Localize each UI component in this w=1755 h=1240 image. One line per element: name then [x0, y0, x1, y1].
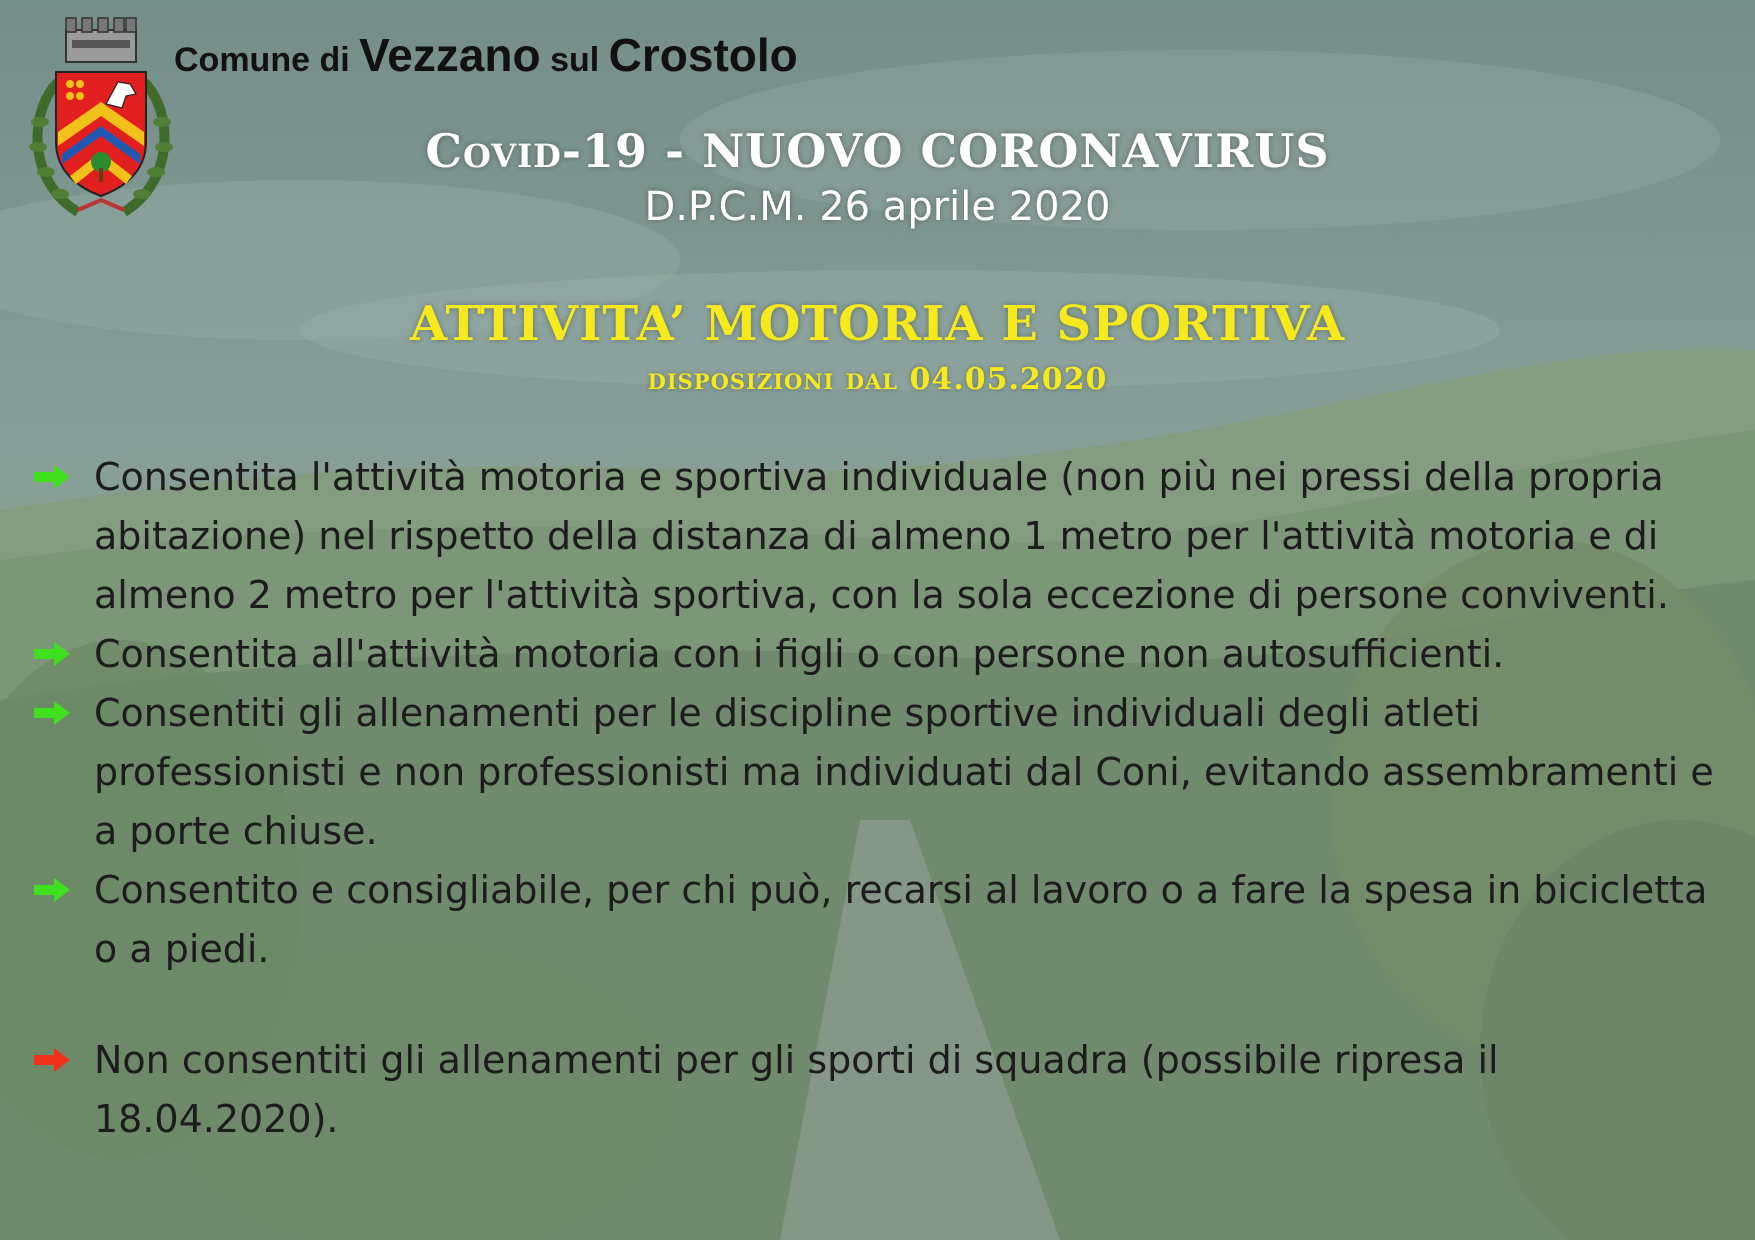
page-title: Covid-19 - NUOVO CORONAVIRUS: [425, 124, 1330, 178]
comune-name-first: Vezzano: [359, 29, 541, 81]
municipality-name: [174, 28, 798, 82]
list-item: [32, 861, 1722, 979]
list-item: [32, 625, 1722, 684]
arrow-right-green-icon: [32, 875, 72, 905]
comune-name-second: Crostolo: [608, 29, 798, 81]
arrow-right-red-icon: [32, 1045, 72, 1075]
list-item-text: Consentiti gli allenamenti per le discipline sportive individuali degli atleti professionisti e non professionisti ma individuati dal Coni, evitando assembramenti e a porte chiuse.: [94, 691, 1714, 853]
list-item-text: Consentito e consigliabile, per chi può, recarsi al lavoro o a fare la spesa in bicicletta o a piedi.: [94, 868, 1708, 971]
section-title: ATTIVITA’ MOTORIA E SPORTIVA: [409, 296, 1346, 352]
arrow-right-green-icon: [32, 639, 72, 669]
rules-list: [32, 448, 1722, 1149]
arrow-right-green-icon: [32, 462, 72, 492]
arrow-right-green-icon: [32, 698, 72, 728]
list-item: [32, 448, 1722, 625]
list-item: [32, 1031, 1722, 1149]
list-item-text: Consentita l'attività motoria e sportiva individuale (non più nei pressi della propria abitazione) nel rispetto della distanza di almeno 1 metro per l'attività motoria e di almeno 2 metro per l'attività sportiva, con la sola eccezione di persone conviventi.: [94, 455, 1669, 617]
comune-prefix: Comune di: [174, 41, 360, 79]
list-item-text: Non consentiti gli allenamenti per gli sporti di squadra (possibile ripresa il 18.04.2020).: [94, 1038, 1499, 1141]
comune-middle: sul: [540, 41, 609, 79]
list-item: [32, 684, 1722, 861]
decree-date: D.P.C.M. 26 aprile 2020: [644, 184, 1111, 230]
section-subtitle: disposizioni dal 04.05.2020: [647, 362, 1108, 397]
list-item-text: Consentita all'attività motoria con i figli o con persone non autosufficienti.: [94, 632, 1505, 676]
